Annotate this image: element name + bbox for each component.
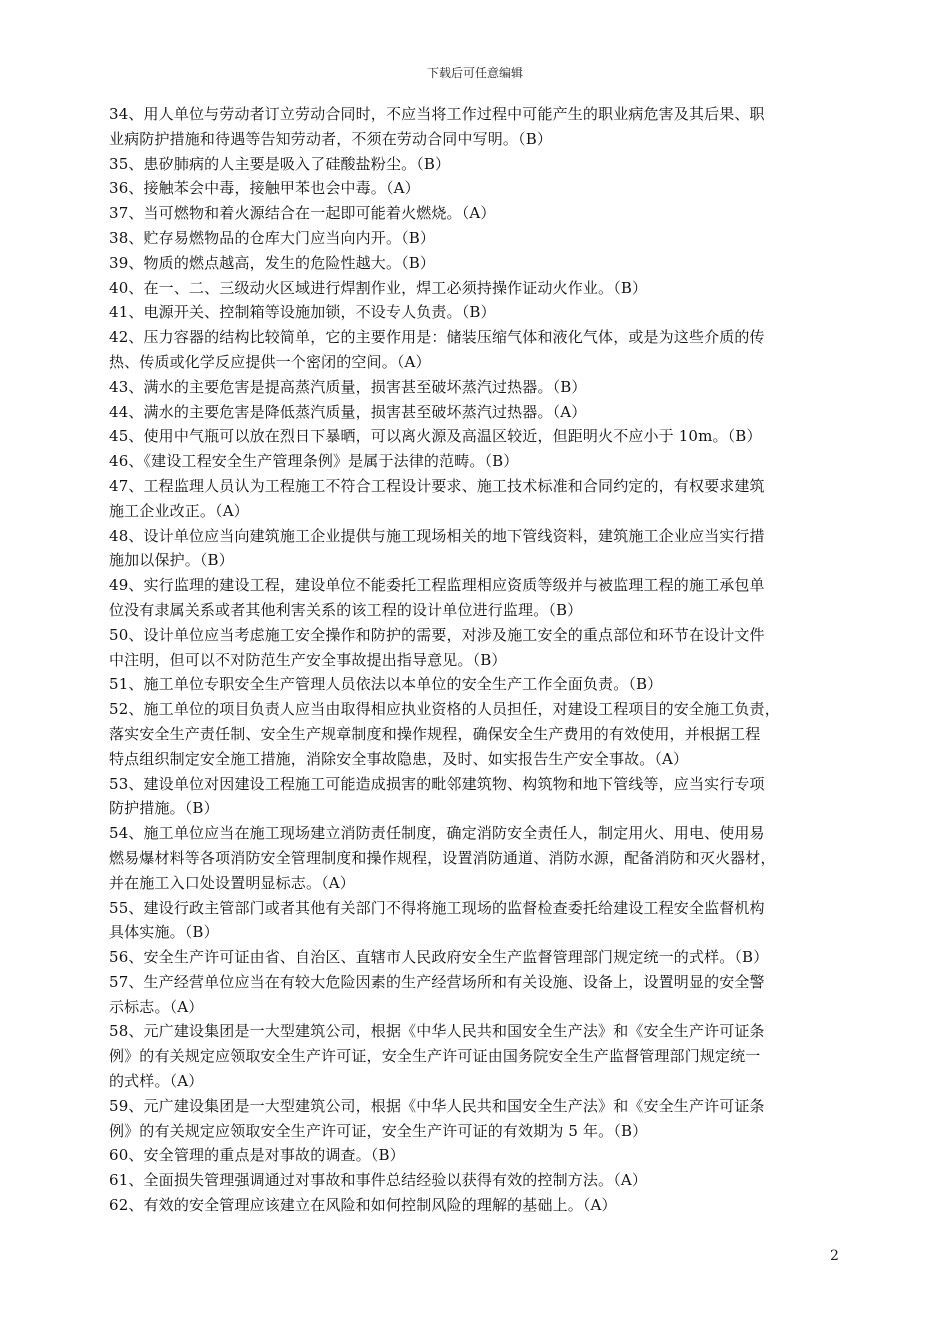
text-line: 54、施工单位应当在施工现场建立消防责任制度，确定消防安全责任人，制定用火、用电、使用易 bbox=[109, 824, 765, 843]
text-line: 具体实施。（B） bbox=[109, 923, 219, 942]
text-line: 37、当可燃物和着火源结合在一起即可能着火燃烧。（A） bbox=[109, 204, 496, 223]
page-header: 下载后可任意编辑 bbox=[426, 66, 523, 80]
text-line: 60、安全管理的重点是对事故的调查。（B） bbox=[109, 1146, 405, 1165]
text-line: 58、元广建设集团是一大型建筑公司，根据《中华人民共和国安全生产法》和《安全生产许可证条 bbox=[109, 1022, 765, 1041]
text-line: 防护措施。（B） bbox=[109, 799, 219, 818]
text-line: 例》的有关规定应领取安全生产许可证，安全生产许可证由国务院安全生产监督管理部门规定统一 bbox=[109, 1047, 761, 1066]
text-line: 51、施工单位专职安全生产管理人员依法以本单位的安全生产工作全面负责。（B） bbox=[109, 675, 663, 694]
text-line: 施加以保护。（B） bbox=[109, 551, 234, 570]
text-line: 45、使用中气瓶可以放在烈日下暴晒，可以离火源及高温区较近，但距明火不应小于 10m。（B） bbox=[109, 427, 762, 446]
text-line: 的式样。（A） bbox=[109, 1072, 204, 1091]
text-line: 施工企业改正。（A） bbox=[109, 501, 249, 520]
text-line: 40、在一、二、三级动火区域进行焊割作业，焊工必须持操作证动火作业。（B） bbox=[109, 278, 648, 297]
text-line: 34、用人单位与劳动者订立劳动合同时，不应当将工作过程中可能产生的职业病危害及其后果、职 bbox=[109, 105, 765, 123]
text-line: 61、全面损失管理强调通过对事故和事件总结经验以获得有效的控制方法。（A） bbox=[109, 1171, 647, 1190]
text-line: 业病防护措施和待遇等告知劳动者，不须在劳动合同中写明。（B） bbox=[109, 129, 553, 148]
text-line: 52、施工单位的项目负责人应当由取得相应执业资格的人员担任，对建设工程项目的安全施工负责， bbox=[109, 700, 780, 719]
text-line: 50、设计单位应当考虑施工安全操作和防护的需要，对涉及施工安全的重点部位和环节在设计文件 bbox=[109, 625, 765, 644]
text-line: 38、贮存易燃物品的仓库大门应当向内开。（B） bbox=[109, 228, 436, 247]
text-line: 例》的有关规定应领取安全生产许可证，安全生产许可证的有效期为 5 年。（B） bbox=[109, 1121, 648, 1140]
text-line: 36、接触苯会中毒，接触甲苯也会中毒。（A） bbox=[109, 179, 420, 198]
text-line: 燃易爆材料等各项消防安全管理制度和操作规程，设置消防通道、消防水源，配备消防和灭火器材， bbox=[109, 848, 776, 867]
text-line: 39、物质的燃点越高，发生的危险性越大。（B） bbox=[109, 253, 436, 272]
text-line: 56、安全生产许可证由省、自治区、直辖市人民政府安全生产监督管理部门规定统一的式样。（B） bbox=[109, 948, 769, 967]
text-line: 35、患矽肺病的人主要是吸入了硅酸盐粉尘。（B） bbox=[109, 154, 451, 173]
document-body bbox=[109, 102, 847, 1218]
text-line: 热、传质或化学反应提供一个密闭的空间。（A） bbox=[109, 352, 431, 371]
text-line: 43、满水的主要危害是提高蒸汽质量，损害甚至破坏蒸汽过热器。（B） bbox=[109, 377, 587, 396]
text-line: 48、设计单位应当向建筑施工企业提供与施工现场相关的地下管线资料，建筑施工企业应当实行措 bbox=[109, 526, 765, 545]
text-line: 49、实行监理的建设工程，建设单位不能委托工程监理相应资质等级并与被监理工程的施工承包单 bbox=[109, 576, 765, 595]
text-line: 59、元广建设集团是一大型建筑公司，根据《中华人民共和国安全生产法》和《安全生产许可证条 bbox=[109, 1096, 765, 1115]
text-line: 落实安全生产责任制、安全生产规章制度和操作规程，确保安全生产费用的有效使用，并根据工程 bbox=[109, 724, 761, 743]
text-line: 中注明，但可以不对防范生产安全事故提出指导意见。（B） bbox=[109, 650, 507, 669]
text-line: 47、工程监理人员认为工程施工不符合工程设计要求、施工技术标准和合同约定的，有权要求建筑 bbox=[109, 476, 765, 495]
text-line: 42、压力容器的结构比较简单，它的主要作用是：储装压缩气体和液化气体，或是为这些介质的传 bbox=[109, 328, 765, 347]
text-line: 示标志。（A） bbox=[109, 997, 204, 1016]
text-line: 55、建设行政主管部门或者其他有关部门不得将施工现场的监督检查委托给建设工程安全监督机构 bbox=[109, 898, 765, 917]
text-line: 41、电源开关、控制箱等设施加锁，不设专人负责。（B） bbox=[109, 303, 496, 322]
text-line: 44、满水的主要危害是降低蒸汽质量，损害甚至破坏蒸汽过热器。（A） bbox=[109, 402, 587, 421]
page-number: 2 bbox=[830, 1248, 839, 1264]
text-line: 特点组织制定安全施工措施，消除安全事故隐患，及时、如实报告生产安全事故。（A） bbox=[109, 749, 689, 768]
text-line: 53、建设单位对因建设工程施工可能造成损害的毗邻建筑物、构筑物和地下管线等，应当实行专项 bbox=[109, 774, 765, 793]
text-line: 并在施工入口处设置明显标志。（A） bbox=[109, 873, 355, 892]
text-line: 62、有效的安全管理应该建立在风险和如何控制风险的理解的基础上。（A） bbox=[109, 1196, 617, 1215]
text-line: 46、《建设工程安全生产管理条例》是属于法律的范畴。（B） bbox=[109, 452, 519, 471]
text-line: 位没有隶属关系或者其他利害关系的该工程的设计单位进行监理。（B） bbox=[109, 600, 583, 619]
text-line: 57、生产经营单位应当在有较大危险因素的生产经营场所和有关设施、设备上，设置明显的安全警 bbox=[109, 972, 765, 991]
